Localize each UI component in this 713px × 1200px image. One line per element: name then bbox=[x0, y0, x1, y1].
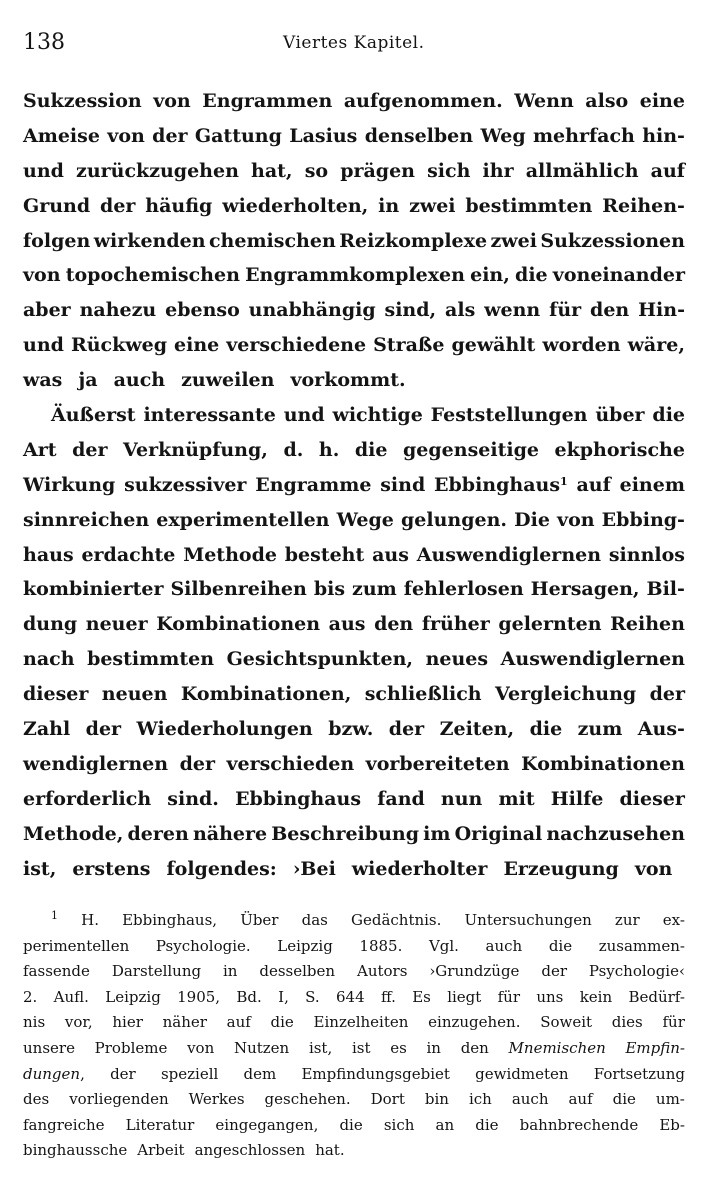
body-line: folgen wirkenden chemischen Reizkomplexe zwei Sukzessionen bbox=[23, 229, 685, 252]
body-line: Äußerst interessante und wichtige Feststellungen über die bbox=[51, 404, 685, 427]
page-number: 138 bbox=[23, 30, 65, 55]
footnote-line: dungen, der speziell dem Empfindungsgebiet gewidmeten Fortsetzung bbox=[23, 1064, 685, 1083]
body-line: von topochemischen Engrammkomplexen ein, die voneinander bbox=[23, 264, 685, 287]
body-line: Wirkung sukzessiver Engramme sind Ebbinghaus$^1$ auf einem bbox=[23, 473, 685, 496]
body-line: Sukzession von Engrammen aufgenommen. Wenn also eine bbox=[23, 90, 685, 112]
body-line: Grund der häufig wiederholten, in zwei bestimmten Reihen- bbox=[23, 194, 685, 217]
body-line: nach bestimmten Gesichtspunkten, neues Auswendiglernen bbox=[23, 648, 685, 671]
page-header bbox=[0, 30, 713, 60]
running-title: Viertes Kapitel. bbox=[283, 33, 425, 53]
body-text bbox=[23, 84, 685, 886]
body-line: dieser neuen Kombinationen, schließlich Vergleichung der bbox=[23, 683, 685, 706]
body-line: haus erdachte Methode besteht aus Auswendiglernen sinnlos bbox=[23, 543, 685, 566]
body-line: sinnreichen experimentellen Wege gelungen. Die von Ebbing- bbox=[23, 508, 685, 531]
body-line: erforderlich sind. Ebbinghaus fand nun mit Hilfe dieser bbox=[23, 787, 685, 810]
footnote-line: $^1$ H. Ebbinghaus, Über das Gedächtnis. Untersuchungen zur ex- bbox=[51, 909, 685, 929]
body-line: und zurückzugehen hat, so prägen sich ihr allmählich auf bbox=[23, 159, 685, 182]
footnotes bbox=[23, 908, 685, 1164]
footnote-line: perimentellen Psychologie. Leipzig 1885. Vgl. auch die zusammen- bbox=[23, 936, 685, 955]
body-line: und Rückweg eine verschiedene Straße gewählt worden wäre, bbox=[23, 334, 685, 357]
body-line: Zahl der Wiederholungen bzw. der Zeiten, die zum Aus- bbox=[23, 718, 685, 741]
body-line: Art der Verknüpfung, d. h. die gegenseitige ekphorische bbox=[23, 438, 685, 461]
body-line: kombinierter Silbenreihen bis zum fehlerlosen Hersagen, Bil- bbox=[23, 578, 685, 601]
footnote-line: nis vor, hier näher auf die Einzelheiten einzugehen. Soweit dies für bbox=[23, 1013, 685, 1032]
footnote-line: binghaussche Arbeit angeschlossen hat. bbox=[23, 1141, 345, 1160]
body-line: was ja auch zuweilen vorkommt. bbox=[23, 369, 406, 392]
footnote-line: fangreiche Literatur eingegangen, die sich an die bahnbrechende Eb- bbox=[23, 1115, 685, 1134]
body-line: Ameise von der Gattung Lasius denselben Weg mehrfach hin- bbox=[23, 124, 685, 147]
body-line: Methode, deren nähere Beschreibung im Original nachzusehen bbox=[23, 822, 685, 845]
body-line: aber nahezu ebenso unabhängig sind, als wenn für den Hin- bbox=[23, 299, 685, 322]
footnote-line: fassende Darstellung in desselben Autors ›Grundzüge der Psychologie‹ bbox=[23, 962, 685, 981]
body-line: ist, erstens folgendes: ›Bei wiederholter Erzeugung von bbox=[23, 857, 673, 880]
body-line: wendiglernen der verschieden vorbereiteten Kombinationen bbox=[23, 752, 685, 775]
body-line: dung neuer Kombinationen aus den früher gelernten Reihen bbox=[23, 613, 685, 636]
footnote-line: des vorliegenden Werkes geschehen. Dort bin ich auch auf die um- bbox=[23, 1090, 685, 1109]
footnote-line: 2. Aufl. Leipzig 1905, Bd. I, S. 644 ff. Es liegt für uns kein Bedürf- bbox=[23, 987, 685, 1006]
footnote-line: unsere Probleme von Nutzen ist, ist es in den Mnemischen Empfin- bbox=[23, 1038, 685, 1057]
